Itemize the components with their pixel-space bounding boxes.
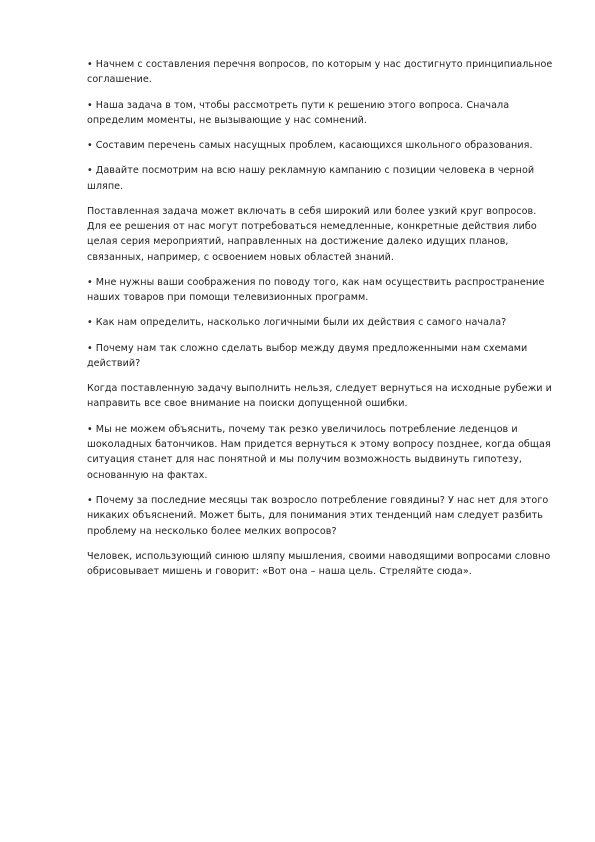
document-body — [87, 57, 555, 589]
bullet-paragraph: • Почему за последние месяцы так возросло потребление говядины? У нас нет для этого никаких объяснений. Может быть, для понимания этих тенденций нам следует разбить проблему на несколько более мелких вопросов? — [87, 494, 549, 537]
bullet-paragraph: • Давайте посмотрим на всю нашу рекламную кампанию с позиции человека в черной шляпе. — [87, 165, 535, 192]
body-paragraph: Поставленная задача может включать в себя широкий или более узкий круг вопросов. Для ее решения от нас могут потребоваться немедленные, конкретные действия либо целая серия мероприятий, направленных на достижение далеко идущих планов, связанных, например, с освоением новых областей знаний. — [87, 205, 537, 263]
bullet-paragraph: • Мы не можем объяснить, почему так резко увеличилось потребление леденцов и шоколадных батончиков. Нам придется вернуться к этому вопросу позднее, когда общая ситуация станет для нас понятной и мы получим возможность выдвинуть гипотезу, основанную на фактах. — [87, 423, 551, 481]
body-paragraph: Когда поставленную задачу выполнить нельзя, следует вернуться на исходные рубежи и направить все свое внимание на поиски допущенной ошибки. — [87, 383, 552, 410]
bullet-paragraph: • Мне нужны ваши соображения по поводу того, как нам осуществить распространение наших товаров при помощи телевизионных программ. — [87, 276, 545, 304]
body-paragraph: Человек, использующий синюю шляпу мышления, своими наводящими вопросами словно обрисовывает мишень и говорит: «Вот она – наша цель. Стреляйте сюда». — [87, 550, 551, 578]
bullet-paragraph: • Почему нам так сложно сделать выбор между двумя предложенными нам схемами действий? — [87, 342, 528, 369]
bullet-paragraph: • Как нам определить, насколько логичными были их действия с самого начала? — [87, 317, 507, 329]
bullet-paragraph: • Наша задача в том, чтобы рассмотреть пути к решению этого вопроса. Сначала определим моменты, не вызывающие у нас сомнений. — [87, 99, 510, 126]
bullet-paragraph: • Начнем с составления перечня вопросов, по которым у нас достигнуто принципиальное соглашение. — [87, 59, 553, 86]
bullet-paragraph: • Составим перечень самых насущных проблем, касающихся школьного образования. — [87, 140, 533, 151]
